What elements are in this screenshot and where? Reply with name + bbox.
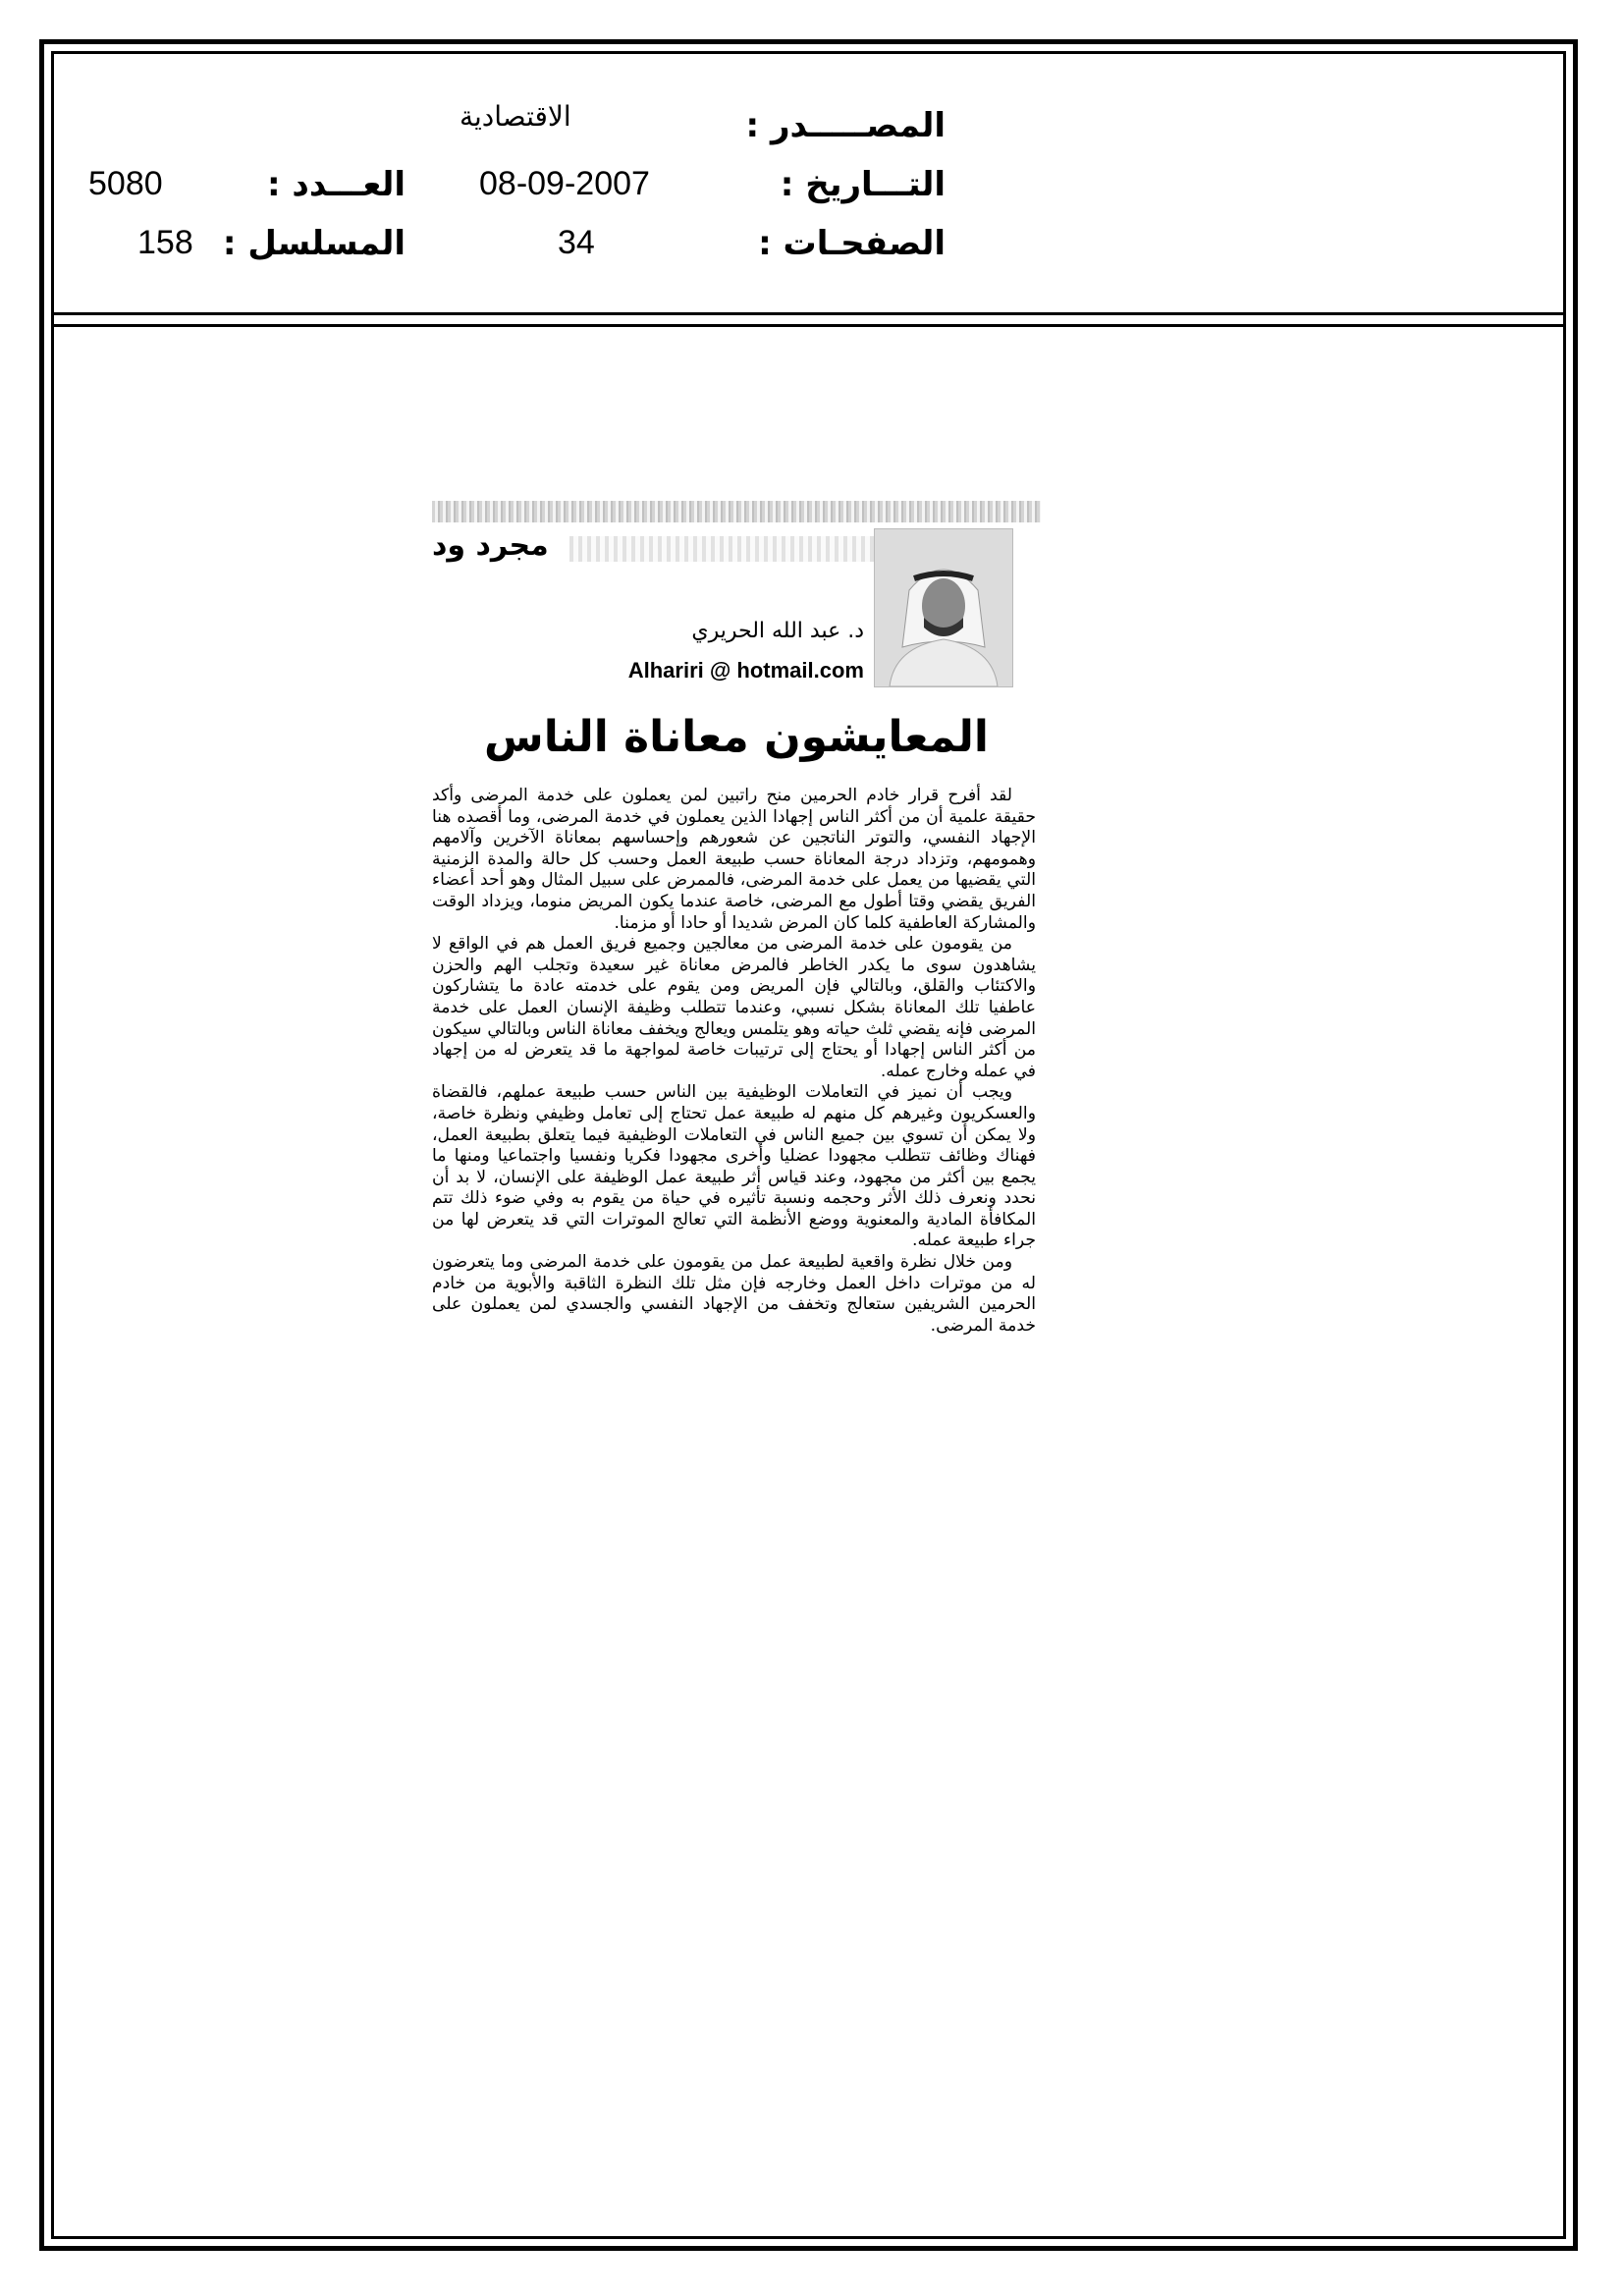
author-email: Alhariri @ hotmail.com <box>627 658 864 683</box>
scan-band <box>432 501 1041 522</box>
paragraph: من يقومون على خدمة المرضى من معالجين وجميع فريق العمل هم في الواقع لا يشاهدون سوى ما يكدر الخاطر فالمرض معاناة غير سعيدة وتجلب الهم والحزن والاكتئاب والقلق، وبالتالي فإن المريض ومن يقوم على خدمته عادة ما يتشاركون عاطفيا تلك المعاناة بشكل نسبي، وعندما تتطلب وظيفة الإنسان العمل على خدمة المرضى فإنه يقضي ثلث حياته وهو يتلمس ويعالج ويخفف معاناة الناس وبالتالي سيكون من أكثر الناس إجهادا أو يحتاج إلى ترتيبات خاصة لمواجهة ما قد يتعرض له من إجهاد في عمله وخارج عمله. <box>432 934 1036 1081</box>
source-value: الاقتصادية <box>460 100 571 133</box>
pages-value: 34 <box>558 224 595 261</box>
serial-value: 158 <box>137 224 193 261</box>
serial-label: المسلسل : <box>222 224 406 263</box>
article-clipping <box>432 491 1041 1699</box>
article-headline: المعايشون معاناة الناس <box>484 712 989 762</box>
pages-label: الصفحـات : <box>758 224 946 263</box>
issue-label: العـــدد : <box>267 165 406 204</box>
author-name: د. عبد الله الحريري <box>691 619 864 643</box>
author-photo <box>874 528 1013 687</box>
paragraph: ومن خلال نظرة واقعية لطبيعة عمل من يقومون على خدمة المرضى وما يتعرضون له من موترات داخل العمل وخارجه فإن مثل تلك النظرة الثاقبة والأبوية من خادم الحرمين الشريفين ستعالج وتخفف من الإجهاد النفسي والجسدي لمن يعملون على خدمة المرضى. <box>432 1252 1036 1336</box>
column-title-band <box>569 536 893 562</box>
article-body <box>432 786 1036 1337</box>
date-label: التـــاريخ : <box>780 165 946 204</box>
source-label: المصـــــدر : <box>745 106 946 145</box>
paragraph: ويجب أن نميز في التعاملات الوظيفية بين الناس حسب طبيعة عملهم، فالقضاة والعسكريون وغيرهم كل منهم له طبيعة عمل تحتاج إلى تعامل وظيفي ونظرة خاصة، ولا يمكن أن تسوي بين جميع الناس في التعاملات الوظيفية فيما يتعلق بطبيعة العمل، فهناك وظائف تتطلب مجهودا عضليا وأخرى مجهودا فكريا ونفسيا واجتماعيا ومنها ما يجمع بين أكثر من مجهود، وعند قياس أثر طبيعة عمل الوظيفة على الإنسان، لا بد أن نحدد ونعرف ذلك الأثر وحجمه ونسبة تأثيره في حياة من يقوم به وفي ضوء ذلك تتم المكافأة المادية والمعنوية ووضع الأنظمة التي تعالج الموترات التي قد يتعرض لها من جراء طبيعة عمله. <box>432 1082 1036 1251</box>
date-value: 08-09-2007 <box>479 165 650 202</box>
issue-value: 5080 <box>88 165 163 202</box>
paragraph: لقد أفرح قرار خادم الحرمين منح راتبين لمن يعملون على خدمة المرضى وأكد حقيقة علمية أن من أكثر الناس إجهادا الذين يعملون في خدمة المرضى، وما أقصده هنا الإجهاد النفسي، والتوتر الناتجين عن شعورهم وإحساسهم بمعاناة الآخرين وآلامهم وهمومهم، وتزداد درجة المعاناة حسب طبيعة العمل وحسب كل حالة والمدة الزمنية التي يقضيها من يعمل على خدمة المرضى، فالممرض على سبيل المثال وهو أحد أعضاء الفريق يقضي وقتا أطول مع المرضى، خاصة عندما يكون المريض منوما، ويزداد الوقت والمشاركة العاطفية كلما كان المرض شديدا أو حادا أو مزمنا. <box>432 786 1036 933</box>
header-divider-double <box>51 324 1566 327</box>
header-divider <box>51 312 1566 315</box>
column-title: مجرد ود <box>432 528 549 563</box>
